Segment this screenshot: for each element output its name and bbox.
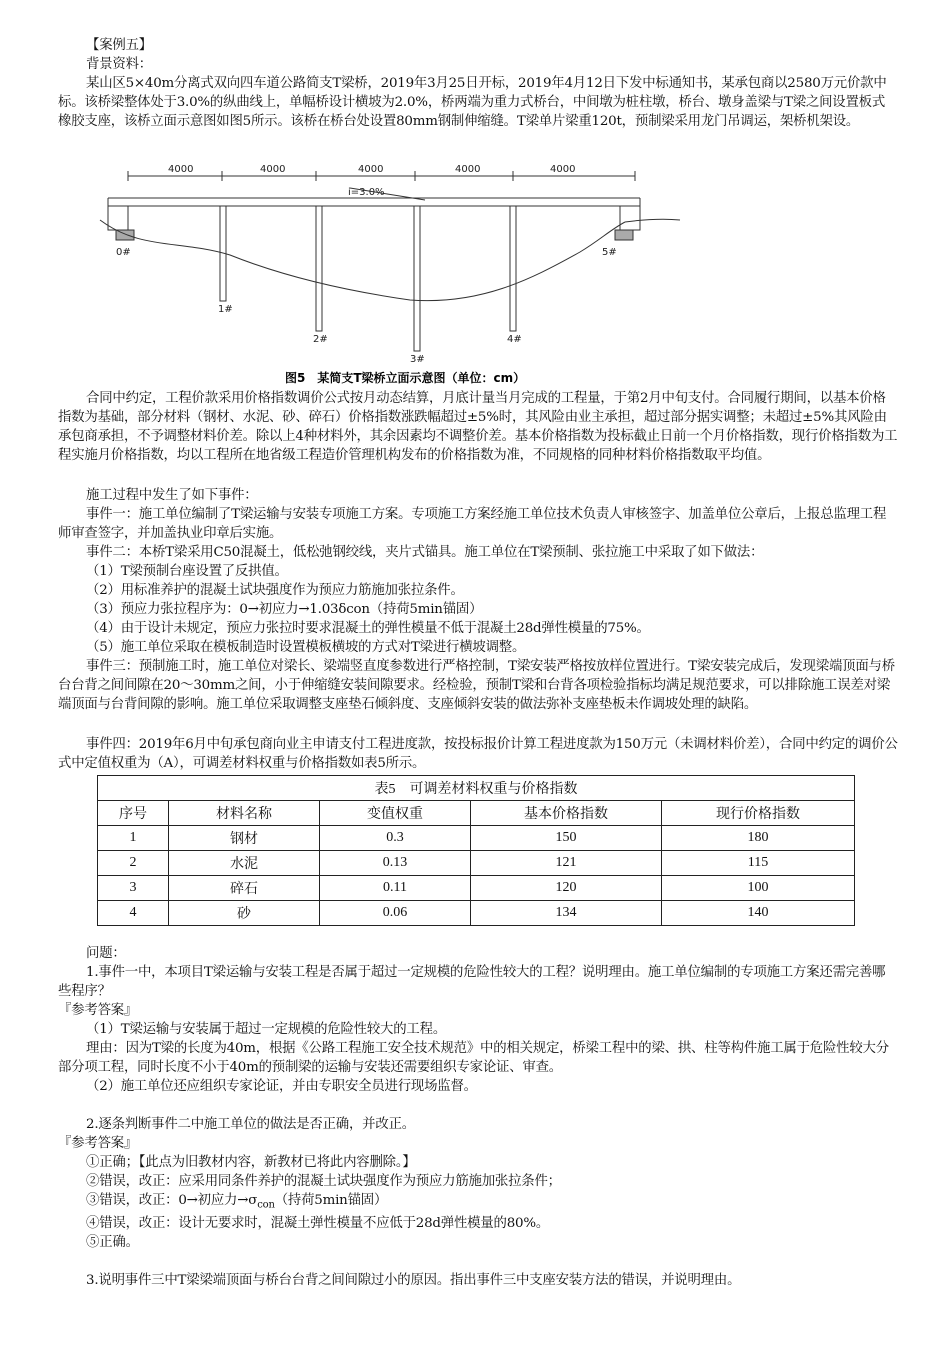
pier-label: 2# <box>313 334 328 345</box>
slope-label: i=3.0% <box>348 187 385 198</box>
header-cell: 现行价格指数 <box>662 801 855 826</box>
event-2-item: （1）T梁预制台座设置了反拱值。 <box>86 564 288 579</box>
case-title: 【案例五】 <box>86 38 152 53</box>
event-2: 事件二：本桥T梁采用C50混凝土，低松弛钢绞线，夹片式锚具。施工单位在T梁预制、张拉施工中采取了如下做法： <box>86 545 764 560</box>
question-3: 3.说明事件三中T梁梁端顶面与桥台台背之间间隙过小的原因。指出事件三中支座安装方法的错误，并说明理由。 <box>86 1273 741 1288</box>
table-row: 4 砂 0.06 134 140 <box>98 901 855 926</box>
table-5 <box>97 775 855 926</box>
pier-label: 1# <box>218 304 233 315</box>
pier-label: 0# <box>116 247 131 258</box>
event-2-item: （3）预应力张拉程序为：0→初应力→1.03δcon（持荷5min锚固） <box>86 602 483 617</box>
question-2: 2.逐条判断事件二中施工单位的做法是否正确，并改正。 <box>86 1117 415 1132</box>
table-title: 表5 可调差材料权重与价格指数 <box>98 776 855 801</box>
answer-2-item: ①正确；【此点为旧教材内容，新教材已将此内容删除。】 <box>86 1155 416 1170</box>
bridge-elevation-figure <box>80 160 860 390</box>
span-label: 4000 <box>550 164 576 175</box>
header-cell: 变值权重 <box>320 801 471 826</box>
reference-answer-label: 『参考答案』 <box>58 1003 138 1018</box>
pier-label: 5# <box>602 247 617 258</box>
intro-paragraph: 某山区5×40m分离式双向四车道公路简支T梁桥，2019年3月25日开标，2019年4月12日下发中标通知书，某承包商以2580万元价款中标。该桥梁整体处于3.0%的纵曲线上，单幅桥设计横坡为2.0%，桥两端为重力式桥台，中间墩为桩柱墩，桥台、墩身盖梁与T梁之间设置板式橡胶支座，该桥立面示意图如图5所示。该桥在桥台处设置80mm钢制伸缩缝。T梁单片梁重120t，预制梁采用龙门吊调运，架桥机架设。 <box>58 76 887 129</box>
answer-1-part-1: （1）T梁运输与安装属于超过一定规模的危险性较大的工程。 <box>86 1022 447 1037</box>
pier-label: 3# <box>410 354 425 365</box>
header-cell: 序号 <box>98 801 169 826</box>
event-3: 事件三：预制施工时，施工单位对梁长、梁端竖直度参数进行严格控制，T梁安装严格按放样位置进行。T梁安装完成后，发现梁端顶面与桥台台背之间间隙在20～30mm之间，小于伸缩缝安装间隙要求。经检验，预制T梁和台背各项检验指标均满足规范要求，可以排除施工误差对梁端顶面与台背间隙的影响。施工单位采取调整支座垫石倾斜度、支座倾斜安装的做法弥补支座垫板未作调坡处理的缺陷。 <box>58 659 895 712</box>
answer-2-item: ②错误，改正：应采用同条件养护的混凝土试块强度作为预应力筋施加张拉条件； <box>86 1174 561 1189</box>
answer-2-item: ⑤正确。 <box>86 1235 139 1250</box>
questions-label: 问题： <box>86 946 126 961</box>
answer-2-item: ④错误，改正：设计无要求时，混凝土弹性模量不应低于28d弹性模量的80%。 <box>86 1216 550 1231</box>
answer-1-part-2: （2）施工单位还应组织专家论证，并由专职安全员进行现场监督。 <box>86 1079 477 1094</box>
figure-caption: 图5 某简支T梁桥立面示意图（单位：cm） <box>285 371 526 385</box>
reference-answer-label: 『参考答案』 <box>58 1136 138 1151</box>
events-intro: 施工过程中发生了如下事件： <box>86 488 258 503</box>
answer-1-reason: 理由：因为T梁的长度为40m，根据《公路工程施工安全技术规范》中的相关规定，桥梁工程中的梁、拱、柱等构件施工属于危险性较大分部分项工程，同时长度不小于40m的预制梁的运输与安装还需要组织专家论证、审查。 <box>58 1041 889 1075</box>
span-label: 4000 <box>260 164 286 175</box>
pier-label: 4# <box>507 334 522 345</box>
event-4: 事件四：2019年6月中旬承包商向业主申请支付工程进度款，按投标报价计算工程进度款为150万元（未调材料价差），合同中约定的调价公式中定值权重为（A），可调差材料权重与价格指数如表5所示。 <box>58 737 898 771</box>
span-label: 4000 <box>358 164 384 175</box>
event-1: 事件一：施工单位编制了T梁运输与安装专项施工方案。专项施工方案经施工单位技术负责人审核签字、加盖单位公章后，上报总监理工程师审查签字，并加盖执业印章后实施。 <box>58 507 887 541</box>
span-label: 4000 <box>168 164 194 175</box>
table-header-row <box>98 801 855 826</box>
header-cell: 基本价格指数 <box>471 801 662 826</box>
question-1: 1.事件一中，本项目T梁运输与安装工程是否属于超过一定规模的危险性较大的工程？说明理由。施工单位编制的专项施工方案还需完善哪些程序？ <box>58 965 886 999</box>
event-2-item: （4）由于设计未规定，预应力张拉时要求混凝土的弹性模量不低于混凝土28d弹性模量的75%。 <box>86 621 650 636</box>
table-row: 2 水泥 0.13 121 115 <box>98 851 855 876</box>
answer-2-item: ③错误，改正：0→初应力$\to\sigma_{con}$（持荷5min锚固） <box>86 1193 388 1211</box>
table-row: 3 碎石 0.11 120 100 <box>98 876 855 901</box>
table-row: 1 钢材 0.3 150 180 <box>98 826 855 851</box>
background-label: 背景资料： <box>86 57 152 72</box>
header-cell: 材料名称 <box>169 801 320 826</box>
event-2-item: （5）施工单位采取在模板制造时设置模板横坡的方式对T梁进行横坡调整。 <box>86 640 526 655</box>
event-2-item: （2）用标准养护的混凝土试块强度作为预应力筋施加张拉条件。 <box>86 583 464 598</box>
span-label: 4000 <box>455 164 481 175</box>
contract-paragraph: 合同中约定，工程价款采用价格指数调价公式按月动态结算，月底计量当月完成的工程量，于第2月中旬支付。合同履行期间，以基本价格指数为基础，部分材料（钢材、水泥、砂、碎石）价格指数涨跌幅超过±5%时，其风险由业主承担，超过部分据实调整；未超过±5%其风险由承包商承担，不予调整材料价差。除以上4种材料外，其余因素均不调整价差。基本价格指数为投标截止日前一个月价格指数，现行价格指数为工程实施月价格指数，均以工程所在地省级工程造价管理机构发布的价格指数为准，不同规格的同种材料价格指数取平均值。 <box>58 391 898 463</box>
